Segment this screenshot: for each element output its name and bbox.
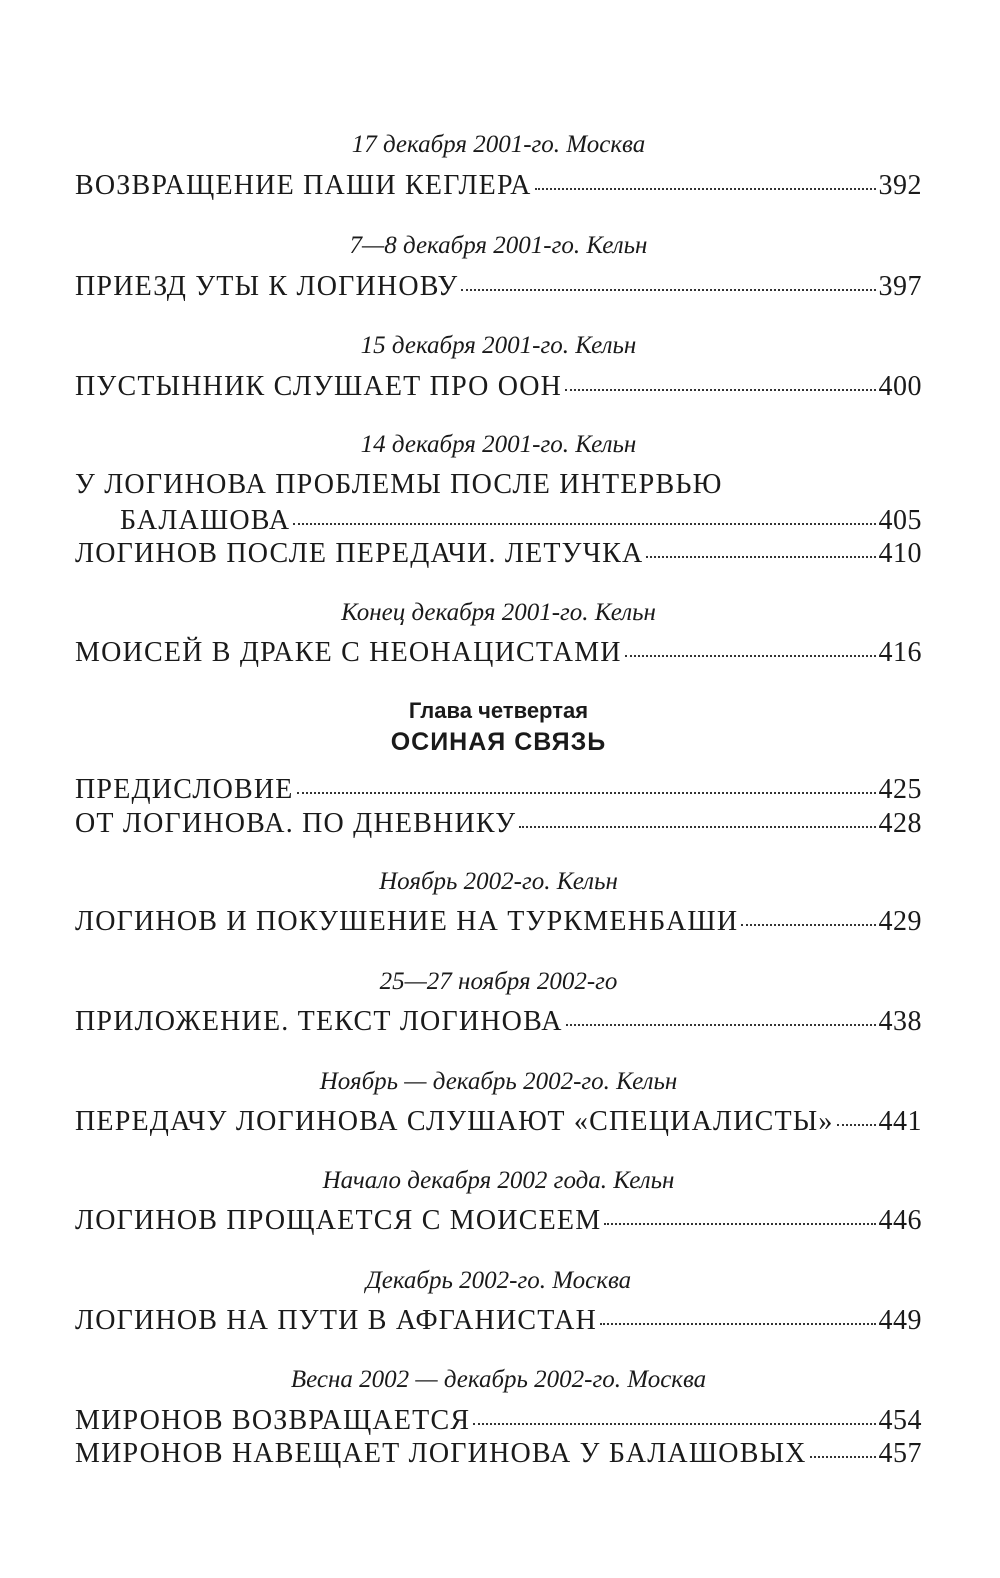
dateline: 7—8 декабря 2001-го. Кельн [349, 232, 648, 259]
page-number: 425 [878, 774, 922, 805]
page-number: 446 [878, 1205, 922, 1236]
entry-title: ВОЗВРАЩЕНИЕ ПАШИ КЕГЛЕРА [75, 170, 532, 201]
dot-leader [566, 1023, 876, 1026]
dateline: 14 декабря 2001-го. Кельн [360, 431, 637, 458]
page-number: 405 [878, 505, 922, 536]
toc-entry[interactable] [75, 1436, 922, 1472]
entry-title: ПЕРЕДАЧУ ЛОГИНОВА СЛУШАЮТ «СПЕЦИАЛИСТЫ» [75, 1106, 834, 1137]
toc-entry[interactable] [75, 168, 922, 204]
dot-leader [473, 1422, 875, 1425]
page-number: 400 [878, 371, 922, 402]
dot-leader [741, 923, 875, 926]
entry-title: ПРИЕЗД УТЫ К ЛОГИНОВУ [75, 271, 459, 302]
toc-entry[interactable] [75, 269, 922, 305]
dateline: Ноябрь — декабрь 2002-го. Кельн [319, 1068, 678, 1095]
toc-entry[interactable] [75, 1403, 922, 1439]
toc-entry[interactable] [75, 904, 922, 940]
dot-leader [297, 791, 876, 794]
page-number: 441 [878, 1106, 922, 1137]
entry-title: ЛОГИНОВ ПОСЛЕ ПЕРЕДАЧИ. ЛЕТУЧКА [75, 538, 644, 569]
dateline: 17 декабря 2001-го. Москва [351, 131, 646, 158]
dateline: Конец декабря 2001-го. Кельн [341, 599, 656, 626]
chapter-label: Глава четвертая [408, 698, 589, 723]
dot-leader [600, 1322, 875, 1325]
dot-leader [625, 654, 876, 657]
dateline: 25—27 ноября 2002-го [379, 968, 618, 995]
dateline: Декабрь 2002-го. Москва [365, 1267, 632, 1294]
entry-title: ОТ ЛОГИНОВА. ПО ДНЕВНИКУ [75, 808, 517, 839]
entry-title: ПУСТЫННИК СЛУШАЕТ ПРО ООН [75, 371, 563, 402]
toc-entry[interactable] [75, 635, 922, 671]
entry-title-line[interactable]: У ЛОГИНОВА ПРОБЛЕМЫ ПОСЛЕ ИНТЕРВЬЮ [75, 469, 723, 500]
page-number: 410 [878, 538, 922, 569]
dot-leader [604, 1222, 875, 1225]
entry-title: МИРОНОВ НАВЕЩАЕТ ЛОГИНОВА У БАЛАШОВЫХ [75, 1438, 807, 1469]
toc-entry[interactable] [75, 1203, 922, 1239]
page-number: 438 [878, 1006, 922, 1037]
toc-entry[interactable] [75, 1303, 922, 1339]
chapter-title: ОСИНАЯ СВЯЗЬ [390, 728, 607, 756]
page-number: 428 [878, 808, 922, 839]
dot-leader [646, 555, 875, 558]
dot-leader [837, 1123, 876, 1126]
dot-leader [535, 187, 876, 190]
entry-title: ПРИЛОЖЕНИЕ. ТЕКСТ ЛОГИНОВА [75, 1006, 563, 1037]
toc-entry[interactable] [75, 1104, 922, 1140]
dot-leader [810, 1455, 876, 1458]
page-number: 429 [878, 906, 922, 937]
dateline: Начало декабря 2002 года. Кельн [322, 1167, 675, 1194]
entry-title: ЛОГИНОВ ПРОЩАЕТСЯ С МОИСЕЕМ [75, 1205, 602, 1236]
dateline: 15 декабря 2001-го. Кельн [360, 332, 637, 359]
entry-title: ЛОГИНОВ И ПОКУШЕНИЕ НА ТУРКМЕНБАШИ [75, 906, 739, 937]
dot-leader [565, 388, 875, 391]
entry-title: МОИСЕЙ В ДРАКЕ С НЕОНАЦИСТАМИ [75, 637, 622, 668]
dot-leader [293, 522, 875, 525]
entry-title: ПРЕДИСЛОВИЕ [75, 774, 294, 805]
toc-entry[interactable] [75, 772, 922, 808]
toc-entry[interactable] [75, 1004, 922, 1040]
toc-entry[interactable] [75, 536, 922, 572]
dot-leader [519, 825, 875, 828]
toc-entry[interactable] [75, 806, 922, 842]
entry-title: МИРОНОВ ВОЗВРАЩАЕТСЯ [75, 1405, 471, 1436]
toc-entry[interactable] [75, 369, 922, 405]
page-number: 457 [878, 1438, 922, 1469]
dateline: Ноябрь 2002-го. Кельн [379, 868, 618, 895]
page-number: 454 [878, 1405, 922, 1436]
dot-leader [461, 288, 875, 291]
page-number: 449 [878, 1305, 922, 1336]
page-number: 392 [878, 170, 922, 201]
dateline: Весна 2002 — декабрь 2002-го. Москва [290, 1366, 707, 1393]
page-number: 416 [878, 637, 922, 668]
entry-title: ЛОГИНОВ НА ПУТИ В АФГАНИСТАН [75, 1305, 598, 1336]
entry-title: БАЛАШОВА [120, 505, 291, 536]
toc-entry[interactable] [75, 503, 922, 539]
page-number: 397 [878, 271, 922, 302]
